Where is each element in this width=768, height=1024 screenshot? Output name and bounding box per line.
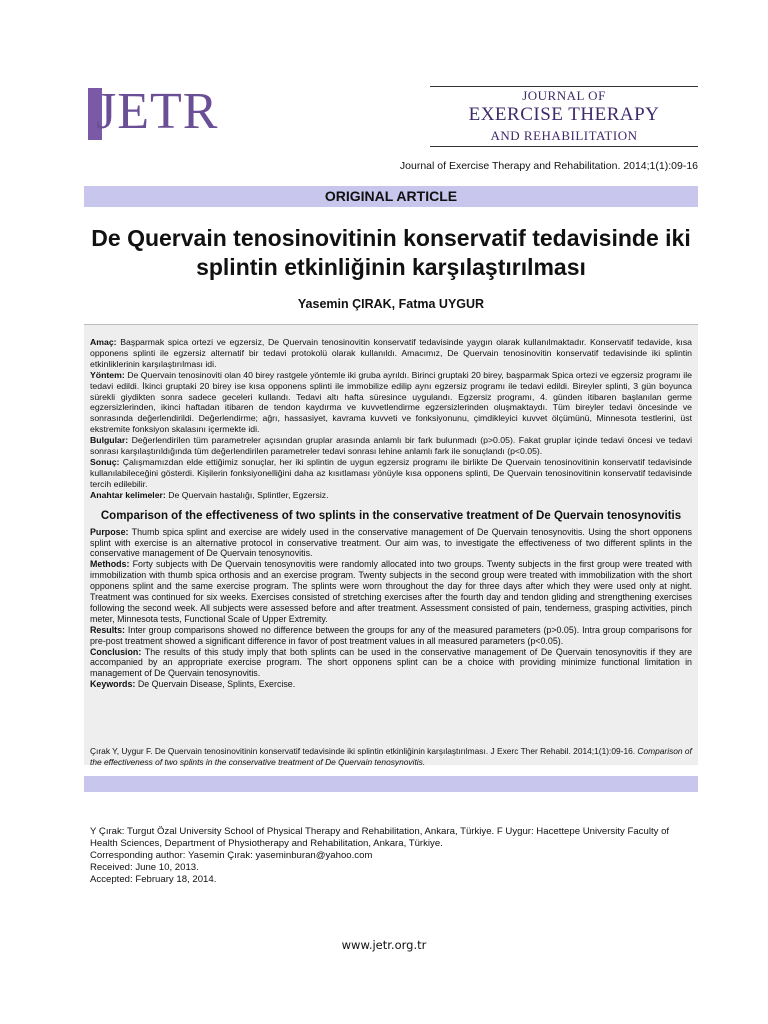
abstract-bulgular-text: Değerlendirilen tüm parametreler açısından gruplar arasında anlamlı bir fark bulunmadı (p>0.05). Fakat gruplar içinde tedavi öncesi ve tedavi sonrası karşılaştırıldığında tüm değerlendirilen parametreler tedavi sonrası lehine anlamlı fark ile sonuçlandı (p<0.05). — [90, 435, 692, 457]
abstract-keywords-en-label: Keywords: — [90, 679, 136, 690]
journal-name-line1: JOURNAL OF — [522, 88, 606, 103]
abstract-conclusion-label: Conclusion: — [90, 646, 142, 657]
abstract-bulgular-label: Bulgular: — [90, 435, 129, 446]
article-authors: Yasemin ÇIRAK, Fatma UYGUR — [297, 297, 485, 311]
affiliations — [90, 826, 698, 886]
abstract-amac — [90, 337, 692, 370]
abstract-results — [90, 625, 692, 647]
corresponding-author: Corresponding author: Yasemin Çırak: yaseminburan@yahoo.com — [90, 850, 373, 861]
abstract-amac-text: Başparmak spica ortezi ve egzersiz, De Quervain tenosinovitin konservatif tedavisinde yaygın olarak kullanılmaktadır. Konservatif tedavide, kısa opponens splinti ile egzersiz alternatif bir tedavi protokolü olarak kullanıldı. Amacımız, De Quervain tenosinovitin konservatif tedavisinde iki splintin etkinliklerinin karşılaştırılması idi. — [90, 337, 692, 369]
journal-rule-bottom — [430, 146, 698, 147]
abstract-results-text: Inter group comparisons showed no difference between the groups for any of the measured parameters (p>0.05). Intra group comparisons for pre-post treatment showed a significant difference in favor of post treatment values in all measured parameters (p<0.05). — [90, 624, 692, 646]
abstract-sonuc — [90, 457, 692, 490]
abstract-sonuc-label: Sonuç: — [90, 456, 120, 467]
journal-name-line2: EXERCISE THERAPY — [468, 104, 660, 125]
journal-name-line3: AND REHABILITATION — [490, 128, 638, 143]
article-title — [84, 224, 698, 282]
abstract-amac-label: Amaç: — [90, 337, 117, 347]
abstract-results-label: Results: — [90, 624, 126, 635]
citation-reference-italic: Comparison of the effectiveness of two splints in the conservative treatment of De Quervain tenosynovitis. — [90, 746, 692, 767]
abstract-purpose — [90, 527, 692, 560]
abstract-sonuc-text: Çalışmamızdan elde ettiğimiz sonuçlar, her iki splintin de uygun egzersiz programı ile birlikte De Quervain tenosinovitinin konservatif tedavisinde kullanılabileceğini gösterdi. Kişilerin fonksiyonelliğini daha az kısıtlaması yönüyle kısa opponens splinti, De Quervain tenosinovitinin konservatif tedavisinde tercih edilebilir. — [90, 456, 692, 489]
abstract-en-title: Comparison of the effectiveness of two splints in the conservative treatment of De Quervain tenosynovitis — [100, 509, 682, 522]
abstract-methods — [90, 559, 692, 624]
divider-bar — [84, 776, 698, 792]
journal-name-block — [430, 86, 698, 146]
citation-reference — [90, 746, 696, 768]
abstract-keywords-en-text: De Quervain Disease, Splints, Exercise. — [135, 679, 296, 690]
footer-url[interactable]: www.jetr.org.tr — [341, 938, 427, 952]
affiliation-text: Y Çırak: Turgut Özal University School of Physical Therapy and Rehabilitation, Ankara, Türkiye. F Uygur: Hacettepe University Faculty of Health Sciences, Department of Physiotherapy and Rehabilitation, Ankara, Türkiye. — [90, 826, 670, 849]
abstract-keywords-tr-text: De Quervain hastalığı, Splintler, Egzersiz. — [165, 489, 329, 500]
abstract-box — [84, 324, 698, 765]
abstract-bulgular — [90, 435, 692, 457]
citation-reference-plain: Çırak Y, Uygur F. De Quervain tenosinovitinin konservatif tedavisinde iki splintin etkinliğinin karşılaştırılması. J Exerc Ther Rehabil. 2014;1(1):09-16. — [90, 746, 638, 756]
abstract-yontem-text: De Quervain tenosinoviti olan 40 birey rastgele yöntemle iki gruba ayrıldı. Birinci gruptaki 20 birey, başparmak Spica ortezi ve egzersiz programı ile tedavi edildi. İkinci gruptaki 20 birey ise kısa opponens splinti ile immobilize edilip aynı egzersiz programı ile tedavi edildi. Bireyler splinti, 3 gün boyunca sürekli giydikten sonra sadece geceleri kullandı. Tedavi altı hafta süresince uygulandı. Egzersiz programı, 4. günden itibaren başlanılan germe egzersizlerinden, ikinci haftadan itibaren de tendon kaydırma ve kuvvetlendirme egzersizlerinden oluşmaktaydı. Tüm bireyler tedavi öncesinde ve sonrasında değerlendirildi. Değerlendirme; ağrı, hassasiyet, kavrama kuvveti ve fonksiyonunu, çimdikleyici kuvvet ölçümünü, Minnesota testlerini, üst ekstremite fonksiyon skalasını içermekte idi. — [90, 369, 692, 435]
received-date: Received: June 10, 2013. — [90, 862, 199, 873]
journal-logo — [88, 82, 238, 142]
abstract-keywords-en — [90, 679, 692, 690]
abstract-keywords-tr — [90, 490, 692, 501]
article-type-banner: ORIGINAL ARTICLE — [84, 186, 698, 207]
abstract-conclusion — [90, 647, 692, 680]
accepted-date: Accepted: February 18, 2014. — [90, 874, 217, 885]
journal-citation: Journal of Exercise Therapy and Rehabilitation. 2014;1(1):09-16 — [399, 160, 698, 172]
abstract-methods-text: Forty subjects with De Quervain tenosynovitis were randomly allocated into two groups. Twenty subjects in the first group were treated with immobilization with thumb spica orthosis and an exercise program. Twenty subjects in the second group were treated with immobilization with the short opponens splint and the same exercise program. The splints were worn throughout the day for three days after which they were used only at night. Treatment was continued for six weeks. Exercises consisted of stretching exercises after the fourth day and tendon gliding and strengthening exercises following the second week. All subjects were assessed before and after treatment. Assessment consisted of pain, tenderness, grasping activities, pinch meter, Minnesota tests, Functional Scale of Upper Extremity. — [90, 559, 692, 624]
abstract-yontem — [90, 370, 692, 435]
abstract-methods-label: Methods: — [90, 559, 130, 570]
article-title-line1: De Quervain tenosinovitinin konservatif tedavisinde iki — [91, 225, 691, 251]
abstract-purpose-text: Thumb spica splint and exercise are widely used in the conservative management of De Quervain tenosynovitis. Using the short opponens splint with exercise is an alternative protocol in conservative treatment. Our aim was, to investigate the effectiveness of two different splints in the conservative management of De Quervain tenosynovitis. — [90, 526, 692, 559]
abstract-keywords-tr-label: Anahtar kelimeler: — [90, 489, 166, 500]
abstract-yontem-label: Yöntem: — [90, 369, 125, 380]
logo-text: JETR — [96, 83, 219, 140]
article-title-line2: splintin etkinliğinin karşılaştırılması — [196, 254, 586, 280]
abstract-conclusion-text: The results of this study imply that both splints can be used in the conservative management of De Quervain tenosynovitis if they are accompanied by an appropriate exercise program. The short opponens splint can be a choice with providing minimize functional limitation in management of De Quervain tenosynovitis. — [90, 646, 692, 679]
abstract-purpose-label: Purpose: — [90, 526, 129, 537]
